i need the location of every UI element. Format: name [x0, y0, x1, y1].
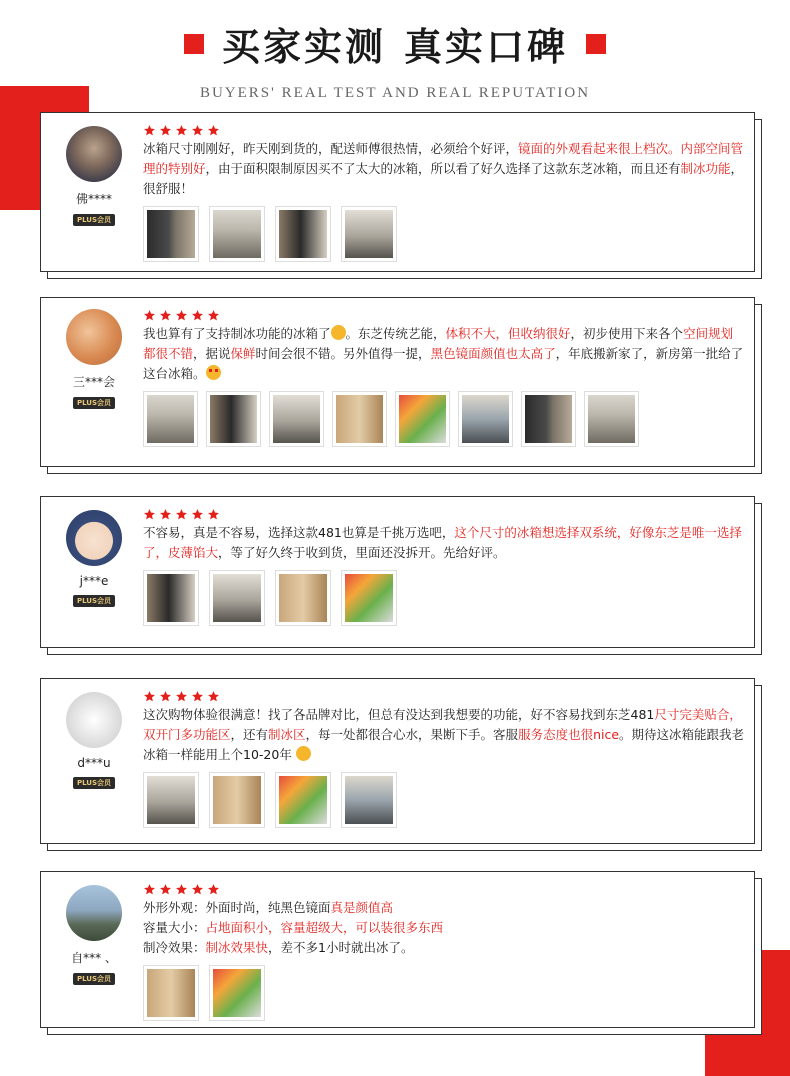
- boxed-fridge-photo: [279, 574, 327, 622]
- rating-stars: [143, 688, 745, 702]
- fridge-interior-photo: [525, 395, 572, 443]
- review-photo[interactable]: [209, 206, 265, 262]
- review-body: [143, 881, 745, 1021]
- photo-strip: [143, 570, 745, 626]
- review-photo[interactable]: [143, 965, 199, 1021]
- title-left: 买家实测: [221, 24, 386, 69]
- review-text: [143, 324, 745, 384]
- review-text-segment: 冰箱尺寸刚刚好，昨天刚到货的，配送师傅很热情，必须给个好评，: [143, 141, 519, 156]
- star-icon: [159, 688, 172, 702]
- star-icon: [159, 881, 172, 895]
- photo-strip: [143, 391, 745, 447]
- fridge-door-photo: [279, 210, 327, 258]
- fridge-photo: [210, 395, 257, 443]
- review-text-segment: ，差不多1小时就出冰了。: [268, 940, 414, 955]
- review-text-segment: ，每一处都很合心水，果断下手。客服: [305, 727, 519, 742]
- star-icon: [207, 122, 220, 136]
- review-photo[interactable]: [143, 772, 199, 828]
- fridge-door-photo: [336, 395, 383, 443]
- star-icon: [207, 506, 220, 520]
- photo-strip: [143, 772, 745, 828]
- star-icon: [207, 881, 220, 895]
- star-icon: [175, 122, 188, 136]
- photo-strip: [143, 206, 745, 262]
- star-icon: [207, 688, 220, 702]
- star-icon: [175, 307, 188, 321]
- reviewer: [62, 692, 126, 789]
- highlight-text: 制冰效果快: [205, 940, 269, 955]
- review-text-segment: 时间会很不错。另外值得一提，: [255, 346, 431, 361]
- star-icon: [191, 688, 204, 702]
- review-text-segment: ，很舒服！: [143, 161, 744, 196]
- review-photo[interactable]: [275, 570, 331, 626]
- star-icon: [143, 688, 156, 702]
- review-photo[interactable]: [275, 772, 331, 828]
- review-content: [40, 496, 755, 656]
- highlight-text: 服务态度也很nice: [518, 727, 620, 742]
- grin-emoji-icon: [296, 746, 311, 761]
- avatar: [66, 126, 122, 182]
- plus-member-badge: PLUS会员: [73, 595, 115, 607]
- review-text-segment: ，据说: [193, 346, 231, 361]
- review-text: [143, 523, 745, 563]
- fridge-drawer-photo: [462, 395, 509, 443]
- highlight-text: 制冰区: [268, 727, 306, 742]
- avatar: [66, 309, 122, 365]
- review-text-segment: ，初步使用下来各个: [570, 326, 684, 341]
- review-photo[interactable]: [395, 391, 450, 447]
- plus-member-badge: PLUS会员: [73, 973, 115, 985]
- review-photo[interactable]: [209, 965, 265, 1021]
- review-text-segment: 容量大小：: [143, 920, 206, 935]
- love-emoji-icon: [206, 365, 221, 380]
- fridge-drawer-photo: [399, 395, 446, 443]
- star-icon: [143, 881, 156, 895]
- highlight-text: 镜面的外观看起来很上档次。: [518, 141, 681, 156]
- star-icon: [191, 506, 204, 520]
- highlight-text: 体积不大，但收纳很好: [445, 326, 571, 341]
- fridge-photo: [345, 574, 393, 622]
- star-icon: [207, 307, 220, 321]
- page-header: [0, 16, 790, 102]
- highlight-text: 占地面积小，容量超级大，可以装很多东西: [205, 920, 444, 935]
- review-text-segment: 我也算有了支持制冰功能的冰箱了: [143, 326, 331, 341]
- reviewer-name: 自*** 、: [71, 951, 117, 965]
- fridge-photo: [147, 395, 194, 443]
- review-photo[interactable]: [209, 772, 265, 828]
- fridge-display-photo: [273, 395, 320, 443]
- review-text-segment: ，由于面积限制原因买不了太大的冰箱，所以看了好久选择了这款东芝冰箱，而且还有: [205, 161, 681, 176]
- fridge-photo: [213, 969, 261, 1017]
- boxed-fridge-photo: [213, 574, 261, 622]
- review-content: [40, 871, 755, 1031]
- review-text-segment: ，等了好久终于收到货，里面还没拆开。先给好评。: [218, 545, 506, 560]
- reviewer-name: 三***会: [72, 375, 115, 389]
- review-text-segment: 这次购物体验很满意！找了各品牌对比，但总有没达到我想要的功能，好不容易找到东芝481: [143, 707, 655, 722]
- review-body: [143, 122, 745, 262]
- plus-member-badge: PLUS会员: [73, 214, 115, 226]
- review-content: [40, 678, 755, 838]
- reviewer: [62, 885, 126, 985]
- review-photo[interactable]: [143, 206, 199, 262]
- review-text-segment: 不容易，真是不容易，选择这款481也算是千挑万选吧，: [143, 525, 455, 540]
- star-icon: [191, 307, 204, 321]
- review-photo[interactable]: [206, 391, 261, 447]
- avatar: [66, 510, 122, 566]
- smile-emoji-icon: [331, 325, 346, 340]
- reviewer: [62, 126, 126, 226]
- avatar: [66, 885, 122, 941]
- star-icon: [143, 307, 156, 321]
- review-photo[interactable]: [269, 391, 324, 447]
- page-title: [184, 16, 606, 71]
- highlight-text: 这个尺寸的冰箱想选择双系统，好像东芝是唯一选择了，皮薄馅大: [143, 525, 742, 560]
- highlight-text: 空间规划都很不错: [143, 326, 734, 361]
- review-body: [143, 506, 745, 626]
- fridge-produce-photo: [279, 776, 327, 824]
- review-text-segment: 外形外观：外面时尚，纯黑色镜面: [143, 900, 331, 915]
- review-text: [143, 898, 745, 958]
- review-text-segment: ，年底搬新家了，新房第一批给了这台冰箱。: [143, 346, 744, 381]
- highlight-text: 内部空间管理的特别好: [143, 141, 744, 176]
- review-text-segment: 制冷效果：: [143, 940, 206, 955]
- red-square-icon: [184, 34, 204, 54]
- fridge-photo: [147, 776, 195, 824]
- photo-strip: [143, 965, 745, 1021]
- review-photo[interactable]: [143, 391, 198, 447]
- highlight-text: 黑色镜面颜值也太高了: [430, 346, 556, 361]
- review-content: [40, 112, 755, 272]
- review-photo[interactable]: [332, 391, 387, 447]
- highlight-text: 尺寸完美贴合，双开门多功能区: [143, 707, 742, 742]
- review-photo[interactable]: [341, 206, 397, 262]
- fridge-photo: [147, 210, 195, 258]
- review-text: [143, 705, 745, 765]
- review-photo[interactable]: [458, 391, 513, 447]
- page-subtitle: BUYERS' REAL TEST AND REAL REPUTATION: [199, 85, 591, 101]
- review-photo[interactable]: [521, 391, 576, 447]
- highlight-text: 保鲜: [230, 346, 256, 361]
- reviewer: [62, 309, 126, 409]
- review-text: [143, 139, 745, 199]
- red-square-icon: [586, 34, 606, 54]
- star-icon: [159, 506, 172, 520]
- review-photo[interactable]: [143, 570, 199, 626]
- star-icon: [159, 122, 172, 136]
- fridge-open-photo: [345, 210, 393, 258]
- review-content: [40, 297, 755, 457]
- review-photo[interactable]: [209, 570, 265, 626]
- review-body: [143, 688, 745, 828]
- rating-stars: [143, 122, 745, 136]
- highlight-text: 制冰功能: [680, 161, 731, 176]
- title-right: 真实口碑: [404, 24, 569, 69]
- review-body: [143, 307, 745, 447]
- star-icon: [159, 307, 172, 321]
- review-photo[interactable]: [341, 772, 397, 828]
- highlight-text: 真是颜值高: [330, 900, 394, 915]
- review-text-segment: 。东芝传统艺能，: [345, 326, 446, 341]
- reviewer-name: j***e: [79, 574, 109, 588]
- star-icon: [191, 881, 204, 895]
- star-icon: [175, 881, 188, 895]
- boxed-fridge-photo: [147, 574, 195, 622]
- plus-member-badge: PLUS会员: [73, 397, 115, 409]
- review-photo[interactable]: [584, 391, 639, 447]
- reviewer-name: d***u: [77, 756, 111, 770]
- fridge-interior-photo: [213, 210, 261, 258]
- star-icon: [143, 506, 156, 520]
- rating-stars: [143, 307, 745, 321]
- avatar: [66, 692, 122, 748]
- review-photo[interactable]: [275, 206, 331, 262]
- star-icon: [175, 688, 188, 702]
- person-with-fridge-photo: [147, 969, 195, 1017]
- plus-member-badge: PLUS会员: [73, 777, 115, 789]
- reviewer: [62, 510, 126, 607]
- fridge-drawer-photo: [345, 776, 393, 824]
- star-icon: [143, 122, 156, 136]
- star-icon: [191, 122, 204, 136]
- rating-stars: [143, 506, 745, 520]
- review-photo[interactable]: [341, 570, 397, 626]
- review-text-segment: 。期待这冰箱能跟我老冰箱一样能用上个10-20年: [143, 727, 745, 762]
- star-icon: [175, 506, 188, 520]
- rating-stars: [143, 881, 745, 895]
- review-text-segment: ，还有: [230, 727, 269, 742]
- fridge-open-photo: [213, 776, 261, 824]
- fridge-shelf-photo: [588, 395, 635, 443]
- reviewer-name: 佛****: [75, 192, 112, 206]
